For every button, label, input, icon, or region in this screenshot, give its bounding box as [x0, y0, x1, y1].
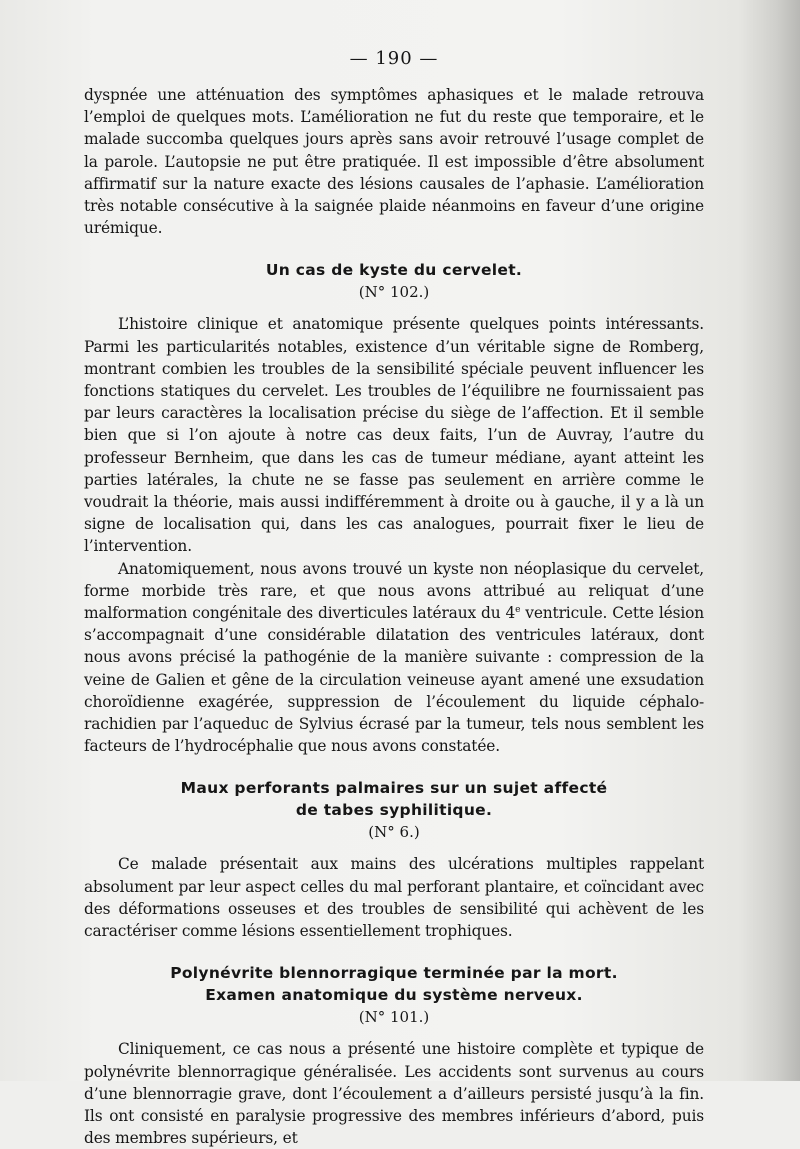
page-number: — 190 —: [349, 48, 439, 69]
paragraph: Anatomiquement, nous avons trouvé un kyste non néoplasique du cervelet, forme morbide très rare, et que nous avons attribué au reliquat d’une malformation congénitale des diverticules latéraux du 4e ventricule. Cette lésion s’accompagnait d’une considérable dilatation des ventricules latéraux, dont nous avons précisé la pathogénie de la manière suivante : compression de la veine de Galien et gêne de la circulation veineuse ayant amené une exsudation choroïdienne exagérée, suppression de l’écoulement du liquide céphalo-rachidien par l’aqueduc de Sylvius écrasé par la tumeur, tels nous semblent les facteurs de l’hydrocéphalie que nous avons constatée.: [84, 559, 705, 756]
page-shadow: [740, 0, 800, 1081]
paragraph: Ce malade présentait aux mains des ulcérations multiples rappelant absolument par leur aspect celles du mal perforant plantaire, et coïncidant avec des déformations osseuses et des troubles de sensibilité qui achèvent de les caractériser comme lésions essentiellement trophiques.: [84, 855, 704, 941]
section-kyste-cervelet: [84, 259, 704, 757]
case-number: (N° 6.): [368, 823, 420, 842]
section-title-line-2: Examen anatomique du système nerveux.: [205, 986, 583, 1005]
section-polynevrite: [84, 962, 704, 1149]
case-number: (N° 102.): [358, 283, 430, 302]
case-number: (N° 101.): [358, 1008, 430, 1027]
paragraph: Cliniquement, ce cas nous a présenté une histoire complète et typique de polynévrite blennorragique généralisée. Les accidents sont survenus au cours d’une blennorragie grave, dont l’écoulement a d’ailleurs persisté jusqu’à la fin. Ils ont consisté en paralysie progressive des membres inférieurs d’abord, puis des membres supérieurs, et: [84, 1040, 704, 1148]
intro-paragraph: dyspnée une atténuation des symptômes aphasiques et le malade retrouva l’emploi de quelques mots. L’amélioration ne fut du reste que temporaire, et le malade succomba quelques jours après sans avoir retrouvé l’usage complet de la parole. L’autopsie ne put être pratiquée. Il est impossible d’être absolument affirmatif sur la nature exacte des lésions causales de l’aphasie. L’amélioration très notable consécutive à la saignée plaide néanmoins en faveur d’une origine urémique.: [84, 86, 704, 238]
section-title-line-2: de tabes syphilitique.: [295, 801, 493, 820]
section-maux-perforants: [84, 777, 704, 942]
section-title: Un cas de kyste du cervelet.: [265, 261, 523, 280]
paragraph: L’histoire clinique et anatomique présente quelques points intéressants. Parmi les particularités notables, existence d’un véritable signe de Romberg, montrant combien les troubles de la sensibilité spéciale peuvent influencer les fonctions statiques du cervelet. Les troubles de l’équilibre ne fournissaient pas par leurs caractères la localisation précise du siège de l’affection. Et il semble bien que si l’on ajoute à notre cas deux faits, l’un de Auvray, l’autre du professeur Bernheim, que dans les cas de tumeur médiane, ayant atteint les parties latérales, la chute ne se fasse pas seulement en arrière comme le voudrait la théorie, mais aussi indifféremment à droite ou à gauche, il y a là un signe de localisation qui, dans les cas analogues, pourrait fixer le lieu de l’intervention.: [84, 315, 704, 556]
section-title-line-1: Polynévrite blennorragique terminée par la mort.: [170, 964, 618, 983]
section-title-line-1: Maux perforants palmaires sur un sujet affecté: [180, 779, 608, 798]
